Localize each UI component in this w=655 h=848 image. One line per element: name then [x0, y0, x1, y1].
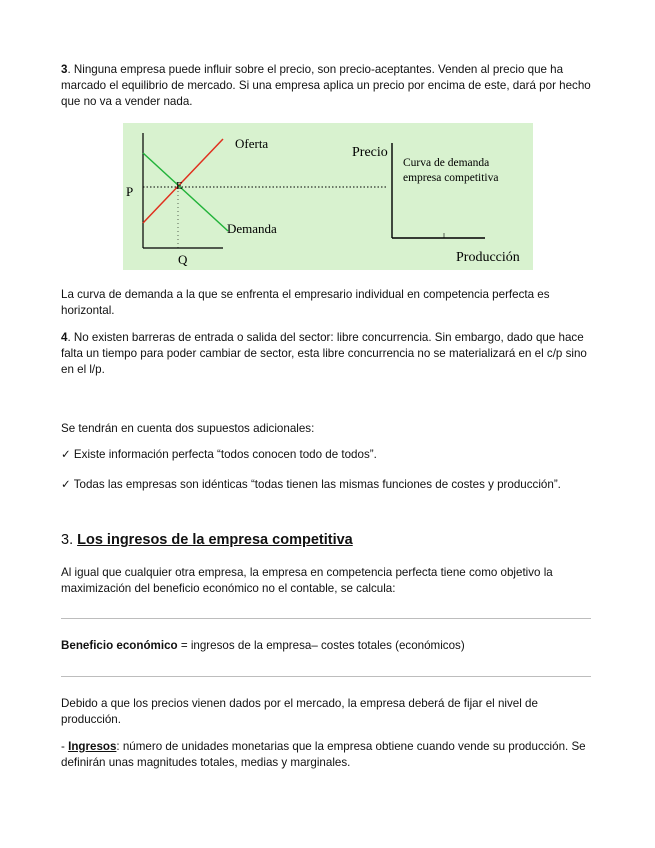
supply-label: Oferta [235, 136, 269, 151]
assumption-item: ✓ Todas las empresas son idénticas “todas tienen las mismas funciones de costes y producción”. [61, 478, 561, 491]
ingresos-paragraph [61, 739, 599, 771]
point-number: 3 [61, 63, 68, 76]
point-text: . Ninguna empresa puede influir sobre el precio, son precio-aceptantes. Venden al precio que ha marcado el equilibrio de mercado. Si una empresa aplica un precio por encima de este, dará por hecho que no va a vender nada. [61, 63, 591, 109]
formula-definition: = ingresos de la empresa– costes totales (económicos) [177, 639, 465, 652]
point-text: . No existen barreras de entrada o salida del sector: libre concurrencia. Sin embargo, dado que hace falta un tiempo para poder cambiar de sector, esta libre concurrencia no se materializará en el c/p sino en el l/p. [61, 331, 587, 377]
ingresos-term: Ingresos [68, 740, 117, 753]
market-figure [123, 123, 533, 270]
formula-line [61, 638, 599, 654]
curve-label-line1: Curva de demanda [403, 157, 490, 169]
paragraph-point-4 [61, 330, 599, 379]
intro-paragraph: Al igual que cualquier otra empresa, la empresa en competencia perfecta tiene como objetivo la maximización del beneficio económico no el contable, se calcula: [61, 566, 553, 596]
assumption-item: ✓ Existe información perfecta “todos conocen todo de todos”. [61, 448, 377, 461]
demand-label: Demanda [227, 221, 277, 236]
divider-bottom [61, 676, 591, 677]
demand-curve [143, 153, 228, 231]
divider-top [61, 618, 591, 619]
supply-curve [143, 139, 223, 223]
ingresos-prefix: - [61, 740, 69, 753]
section-heading [61, 532, 353, 548]
formula-term: Beneficio económico [61, 639, 178, 652]
prices-paragraph: Debido a que los precios vienen dados por el mercado, la empresa deberá de fijar el nivel de producción. [61, 697, 538, 727]
demand-curve-note: La curva de demanda a la que se enfrenta el empresario individual en competencia perfecta es horizontal. [61, 288, 550, 318]
paragraph-point-3 [61, 62, 599, 111]
heading-number: 3. [61, 532, 78, 548]
market-diagram [123, 123, 533, 270]
ingresos-text: : número de unidades monetarias que la empresa obtiene cuando vende su producción. Se definirán unas magnitudes totales, medias y marginales. [61, 740, 586, 770]
curve-label-line2: empresa competitiva [403, 172, 499, 184]
assumptions-intro: Se tendrán en cuenta dos supuestos adicionales: [61, 422, 315, 435]
price-axis-label: Precio [352, 145, 388, 160]
production-axis-label: Producción [456, 250, 520, 265]
equilibrium-label: E [176, 180, 183, 192]
heading-title: Los ingresos de la empresa competitiva [77, 532, 353, 548]
quantity-label: Q [178, 252, 188, 267]
price-label: P [126, 184, 134, 199]
point-number: 4 [61, 331, 68, 344]
